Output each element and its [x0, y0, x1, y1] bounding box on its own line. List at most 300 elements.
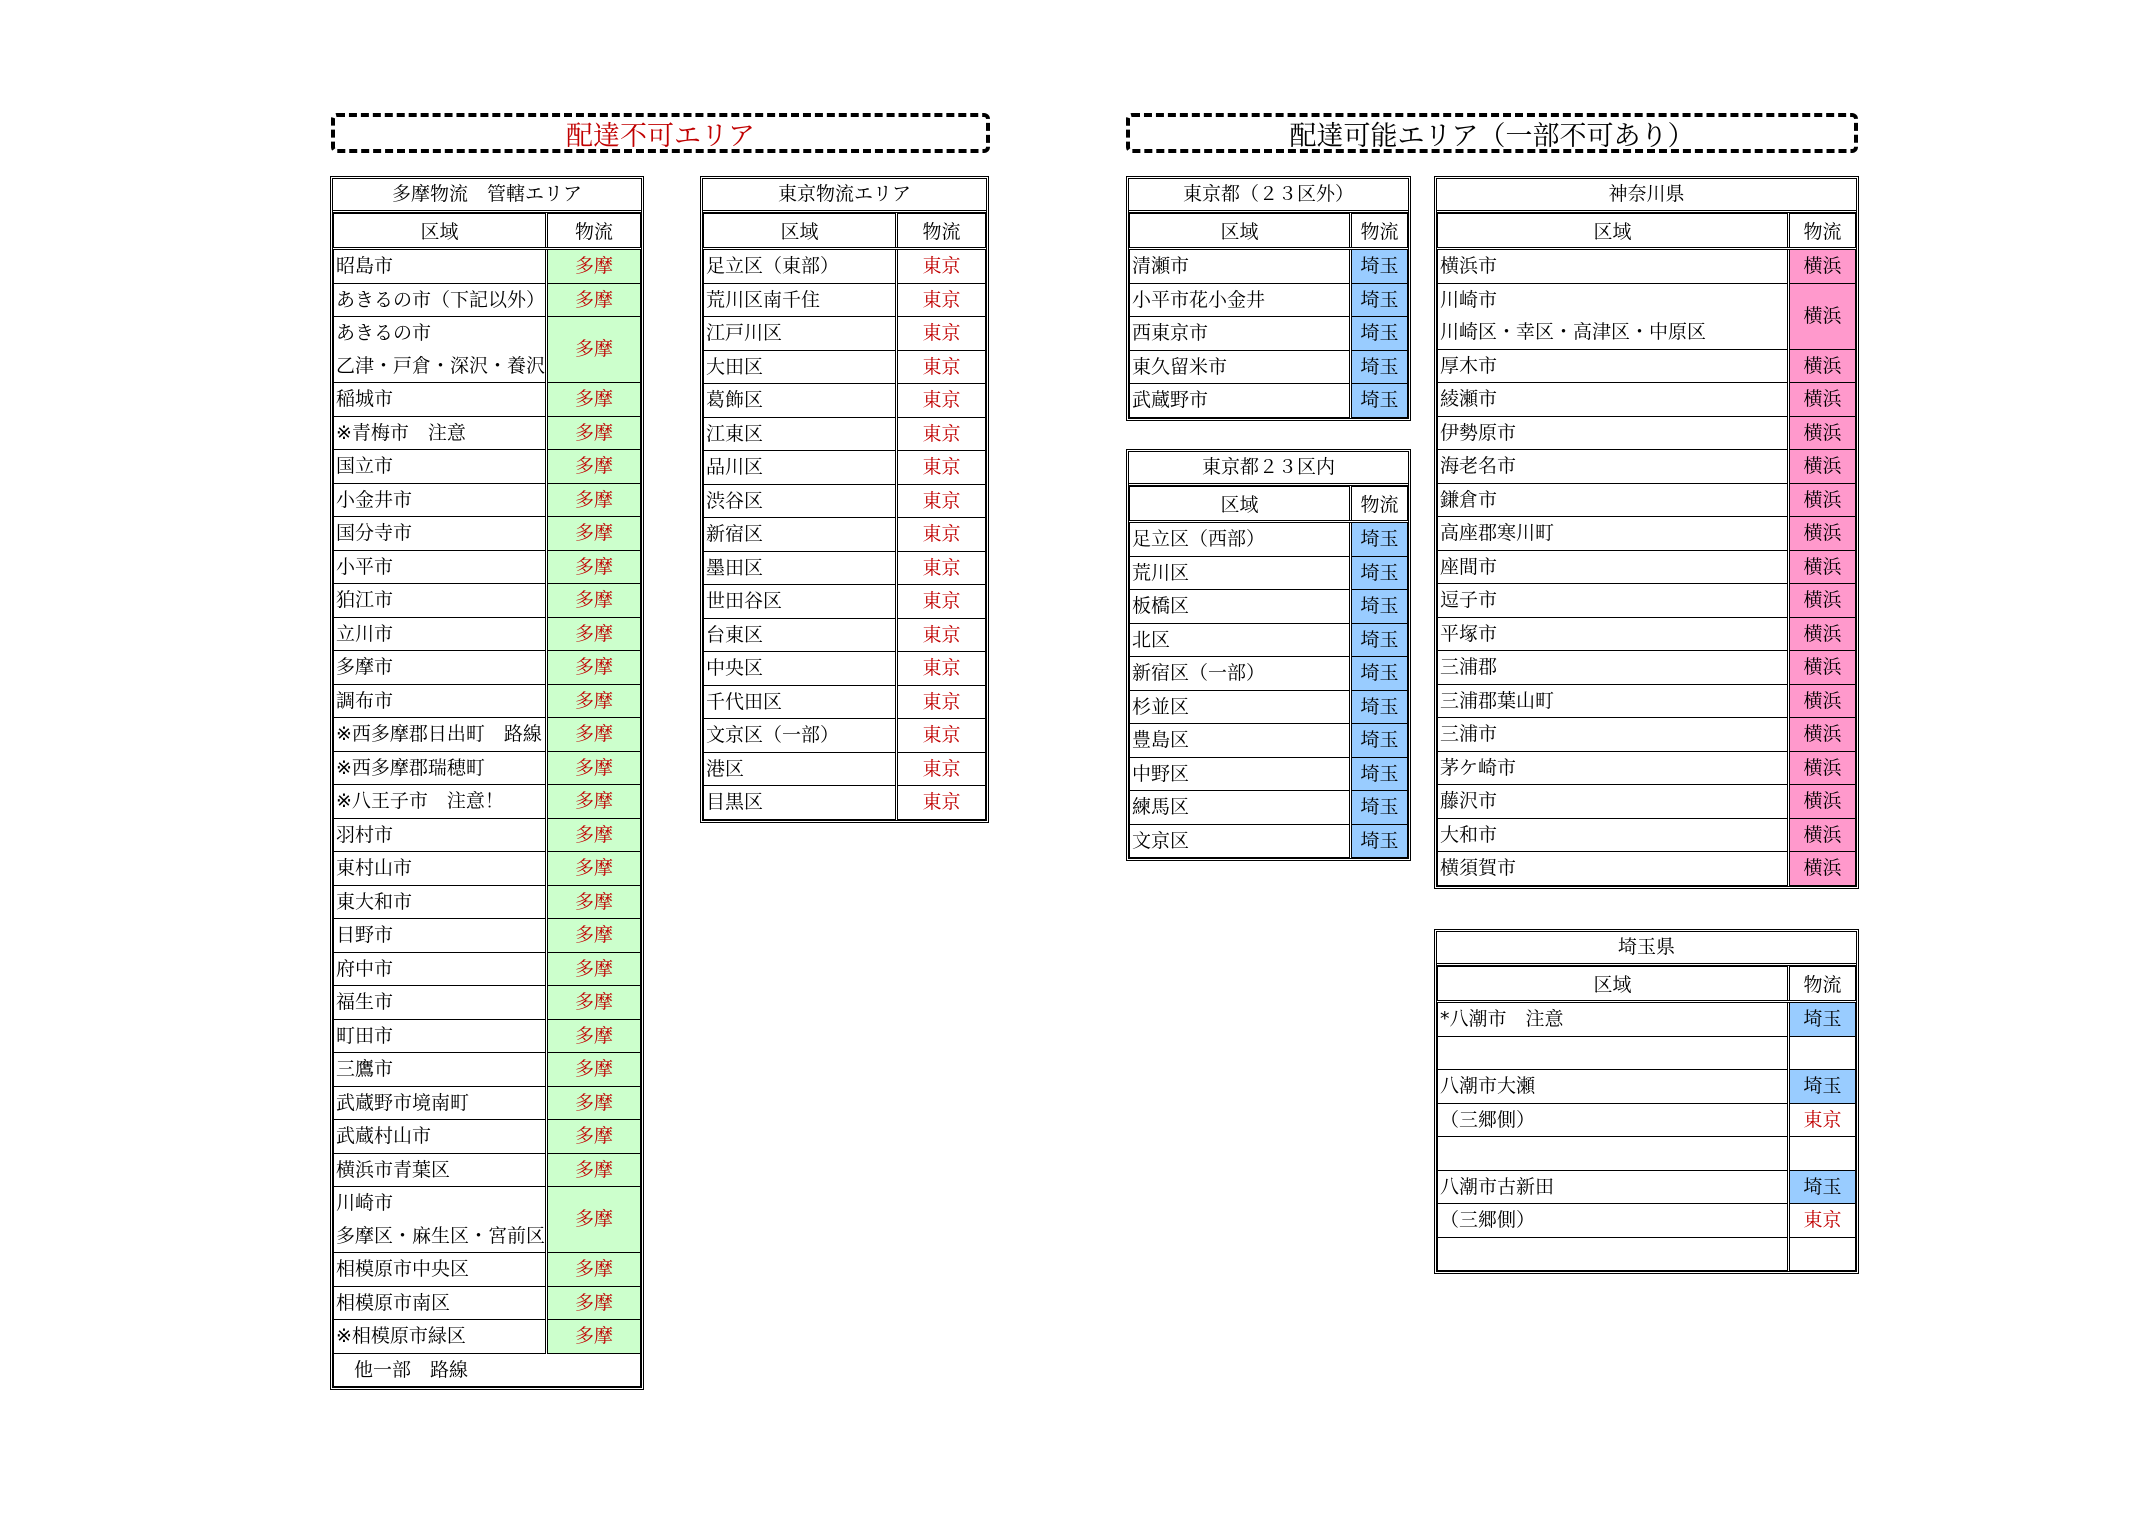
area-cell: 江東区: [704, 417, 897, 451]
logistics-cell: 東京: [897, 451, 986, 485]
logistics-cell: 横浜: [1789, 249, 1856, 284]
area-cell: ※八王子市 注意！: [334, 785, 547, 819]
logistics-cell: 横浜: [1789, 283, 1856, 349]
logistics-cell: [1789, 1137, 1856, 1171]
area-cell: 稲城市: [334, 383, 547, 417]
table-row: [1438, 1204, 1856, 1238]
area-cell: 足立区（西部）: [1130, 522, 1351, 557]
header-row: [334, 214, 641, 249]
area-line-2: 川崎区・幸区・高津区・中原区: [1440, 321, 1707, 343]
logistics-cell: 東京: [897, 652, 986, 686]
area-cell: 大和市: [1438, 818, 1789, 852]
logistics-cell: 多摩: [547, 1153, 641, 1187]
table-tama: [330, 176, 644, 1390]
region-table: [1129, 213, 1408, 418]
logistics-cell: 埼玉: [1351, 556, 1408, 590]
area-cell: 昭島市: [334, 249, 547, 284]
area-cell: ※相模原市緑区: [334, 1320, 547, 1354]
logistics-cell: 横浜: [1789, 751, 1856, 785]
logistics-cell: 横浜: [1789, 651, 1856, 685]
region-table: [1129, 486, 1408, 858]
logistics-cell: 埼玉: [1351, 522, 1408, 557]
logistics-cell: 横浜: [1789, 684, 1856, 718]
area-cell: 小平市: [334, 550, 547, 584]
area-cell: 町田市: [334, 1019, 547, 1053]
table-row: [334, 416, 641, 450]
table-row: [334, 1120, 641, 1154]
table-title: 神奈川県: [1437, 179, 1856, 213]
logistics-cell: 埼玉: [1351, 724, 1408, 758]
table-row: [334, 1086, 641, 1120]
logistics-cell: 東京: [1789, 1204, 1856, 1238]
table-row: [1130, 690, 1408, 724]
header-row: [1130, 214, 1408, 249]
logistics-cell: 多摩: [547, 952, 641, 986]
table-row: [1130, 590, 1408, 624]
area-cell: [334, 1187, 547, 1253]
banner-undeliverable: [331, 113, 990, 153]
table-row: [1438, 1002, 1856, 1037]
logistics-cell: 多摩: [547, 852, 641, 886]
table-row: [1438, 349, 1856, 383]
table-row: [1438, 450, 1856, 484]
area-cell: 横浜市青葉区: [334, 1153, 547, 1187]
table-row: [334, 1019, 641, 1053]
area-cell: 府中市: [334, 952, 547, 986]
logistics-cell: 横浜: [1789, 718, 1856, 752]
table-row: [334, 1286, 641, 1320]
area-cell: 多摩市: [334, 651, 547, 685]
footer-row: [334, 1353, 641, 1387]
area-cell: 小平市花小金井: [1130, 283, 1351, 317]
area-cell: 狛江市: [334, 584, 547, 618]
header-row: [1130, 487, 1408, 522]
logistics-cell: 多摩: [547, 684, 641, 718]
table-row: [1130, 556, 1408, 590]
header-row: [1438, 214, 1856, 249]
area-cell: 武蔵野市境南町: [334, 1086, 547, 1120]
area-cell: 荒川区: [1130, 556, 1351, 590]
table-row: [334, 852, 641, 886]
area-cell: 大田区: [704, 350, 897, 384]
table-row: [1438, 249, 1856, 284]
table-row: [1130, 724, 1408, 758]
table-row: [1438, 785, 1856, 819]
table-title: 東京都２３区内: [1129, 452, 1408, 486]
logistics-cell: 多摩: [547, 919, 641, 953]
table-row: [334, 751, 641, 785]
column-header-area: 区域: [1438, 214, 1789, 249]
area-cell: ※青梅市 注意: [334, 416, 547, 450]
table-tokyo-inside-23: [1126, 449, 1411, 861]
table-row: [1130, 522, 1408, 557]
logistics-cell: 横浜: [1789, 550, 1856, 584]
logistics-cell: 東京: [897, 283, 986, 317]
table-row: [1438, 383, 1856, 417]
area-cell: 墨田区: [704, 551, 897, 585]
column-header-area: 区域: [1438, 967, 1789, 1002]
area-line-2: 乙津・戸倉・深沢・養沢: [336, 354, 546, 377]
area-cell: 練馬区: [1130, 791, 1351, 825]
region-table: [1437, 213, 1856, 886]
area-line-1: 川崎市: [1440, 288, 1498, 311]
table-row: [334, 249, 641, 284]
logistics-cell: 東京: [897, 518, 986, 552]
logistics-cell: 多摩: [547, 517, 641, 551]
logistics-cell: 東京: [897, 384, 986, 418]
table-row: [334, 919, 641, 953]
table-row: [1438, 283, 1856, 349]
logistics-cell: 多摩: [547, 584, 641, 618]
column-header-area: 区域: [704, 214, 897, 249]
table-row: [1438, 1137, 1856, 1171]
area-cell: 横浜市: [1438, 249, 1789, 284]
area-cell: 杉並区: [1130, 690, 1351, 724]
table-row: [1130, 384, 1408, 418]
column-header-logistics: 物流: [547, 214, 641, 249]
column-header-logistics: 物流: [1789, 967, 1856, 1002]
table-row: [334, 1053, 641, 1087]
area-cell: [334, 317, 547, 383]
logistics-cell: 多摩: [547, 1187, 641, 1253]
footer-note: 他一部 路線: [334, 1353, 641, 1387]
table-row: [334, 584, 641, 618]
logistics-cell: 多摩: [547, 249, 641, 284]
table-row: [334, 483, 641, 517]
table-row: [704, 451, 986, 485]
area-cell: 相模原市南区: [334, 1286, 547, 1320]
region-table: [333, 213, 641, 1387]
logistics-cell: 東京: [897, 719, 986, 753]
table-row: [334, 383, 641, 417]
logistics-cell: [1789, 1237, 1856, 1271]
logistics-cell: 埼玉: [1351, 350, 1408, 384]
area-cell: 東村山市: [334, 852, 547, 886]
table-row: [334, 718, 641, 752]
table-row: [704, 249, 986, 284]
area-cell: 平塚市: [1438, 617, 1789, 651]
logistics-cell: 埼玉: [1351, 249, 1408, 284]
table-row: [1438, 684, 1856, 718]
logistics-cell: 東京: [897, 317, 986, 351]
table-row: [334, 785, 641, 819]
area-cell: 文京区（一部）: [704, 719, 897, 753]
table-row: [704, 417, 986, 451]
area-cell: 八潮市古新田: [1438, 1170, 1789, 1204]
table-row: [704, 350, 986, 384]
area-cell: 三浦郡: [1438, 651, 1789, 685]
logistics-cell: 東京: [1789, 1103, 1856, 1137]
logistics-cell: 東京: [897, 551, 986, 585]
logistics-cell: 東京: [897, 249, 986, 284]
logistics-cell: 横浜: [1789, 416, 1856, 450]
logistics-cell: 横浜: [1789, 517, 1856, 551]
table-row: [704, 685, 986, 719]
table-row: [334, 550, 641, 584]
area-cell: 相模原市中央区: [334, 1253, 547, 1287]
logistics-cell: 東京: [897, 685, 986, 719]
table-row: [1438, 751, 1856, 785]
logistics-cell: 多摩: [547, 416, 641, 450]
area-line-1: あきるの市: [336, 322, 432, 344]
logistics-cell: 埼玉: [1351, 590, 1408, 624]
table-row: [704, 384, 986, 418]
area-cell: 武蔵村山市: [334, 1120, 547, 1154]
area-cell: 北区: [1130, 623, 1351, 657]
area-cell: 三鷹市: [334, 1053, 547, 1087]
area-cell: 板橋区: [1130, 590, 1351, 624]
area-cell: [1438, 1137, 1789, 1171]
area-cell: 武蔵野市: [1130, 384, 1351, 418]
table-row: [334, 885, 641, 919]
table-row: [1130, 757, 1408, 791]
table-row: [334, 1187, 641, 1253]
logistics-cell: 多摩: [547, 617, 641, 651]
table-row: [1130, 824, 1408, 858]
area-cell: 逗子市: [1438, 584, 1789, 618]
area-cell: 足立区（東部）: [704, 249, 897, 284]
header-row: [1438, 967, 1856, 1002]
column-header-logistics: 物流: [1351, 487, 1408, 522]
area-cell: 福生市: [334, 986, 547, 1020]
logistics-cell: 埼玉: [1351, 283, 1408, 317]
logistics-cell: 東京: [897, 484, 986, 518]
area-cell: 豊島区: [1130, 724, 1351, 758]
area-cell: 伊勢原市: [1438, 416, 1789, 450]
area-cell: 八潮市大瀬: [1438, 1070, 1789, 1104]
area-cell: [1438, 1036, 1789, 1070]
table-row: [1438, 651, 1856, 685]
region-table: [703, 213, 986, 820]
table-row: [334, 651, 641, 685]
logistics-cell: 多摩: [547, 818, 641, 852]
logistics-cell: 横浜: [1789, 584, 1856, 618]
area-cell: 中央区: [704, 652, 897, 686]
banner-deliverable: [1126, 113, 1858, 153]
table-row: [704, 786, 986, 820]
logistics-cell: 多摩: [547, 751, 641, 785]
table-title: 多摩物流 管轄エリア: [333, 179, 641, 213]
logistics-cell: 横浜: [1789, 818, 1856, 852]
logistics-cell: 埼玉: [1789, 1170, 1856, 1204]
area-line-2: 多摩区・麻生区・宮前区: [336, 1224, 546, 1247]
table-row: [334, 952, 641, 986]
logistics-cell: 埼玉: [1351, 824, 1408, 858]
area-cell: 世田谷区: [704, 585, 897, 619]
area-cell: 高座郡寒川町: [1438, 517, 1789, 551]
logistics-cell: 多摩: [547, 317, 641, 383]
table-row: [334, 818, 641, 852]
table-tokyo-outside-23: [1126, 176, 1411, 421]
table-row: [334, 1320, 641, 1354]
area-cell: ※西多摩郡日出町 路線: [334, 718, 547, 752]
logistics-cell: 多摩: [547, 483, 641, 517]
area-cell: 藤沢市: [1438, 785, 1789, 819]
area-cell: [1438, 1237, 1789, 1271]
area-cell: 中野区: [1130, 757, 1351, 791]
area-cell: あきるの市（下記以外）: [334, 283, 547, 317]
table-saitama: [1434, 929, 1859, 1274]
logistics-cell: 横浜: [1789, 852, 1856, 886]
logistics-cell: 埼玉: [1351, 384, 1408, 418]
logistics-cell: 多摩: [547, 718, 641, 752]
logistics-cell: 東京: [897, 585, 986, 619]
area-cell: 新宿区: [704, 518, 897, 552]
column-header-area: 区域: [1130, 214, 1351, 249]
table-row: [704, 283, 986, 317]
area-cell: 小金井市: [334, 483, 547, 517]
logistics-cell: 埼玉: [1351, 791, 1408, 825]
area-cell: 三浦市: [1438, 718, 1789, 752]
table-row: [1130, 350, 1408, 384]
area-cell: 調布市: [334, 684, 547, 718]
area-cell: 海老名市: [1438, 450, 1789, 484]
table-row: [334, 517, 641, 551]
area-cell: （三郷側）: [1438, 1103, 1789, 1137]
table-row: [334, 684, 641, 718]
area-cell: 羽村市: [334, 818, 547, 852]
area-cell: 目黒区: [704, 786, 897, 820]
table-row: [1438, 718, 1856, 752]
logistics-cell: 東京: [897, 752, 986, 786]
column-header-logistics: 物流: [1789, 214, 1856, 249]
banner-deliverable-text: 配達可能エリア（一部不可あり）: [1289, 120, 1695, 152]
area-cell: *八潮市 注意: [1438, 1002, 1789, 1037]
area-cell: 葛飾区: [704, 384, 897, 418]
logistics-cell: 横浜: [1789, 785, 1856, 819]
logistics-cell: 多摩: [547, 1286, 641, 1320]
table-row: [334, 450, 641, 484]
area-cell: [1438, 283, 1789, 349]
area-cell: 港区: [704, 752, 897, 786]
table-row: [334, 317, 641, 383]
table-row: [334, 617, 641, 651]
table-row: [704, 719, 986, 753]
logistics-cell: 横浜: [1789, 483, 1856, 517]
table-row: [1438, 416, 1856, 450]
area-cell: 江戸川区: [704, 317, 897, 351]
table-row: [1130, 623, 1408, 657]
logistics-cell: 横浜: [1789, 383, 1856, 417]
logistics-cell: [1789, 1036, 1856, 1070]
table-row: [1438, 550, 1856, 584]
area-cell: 新宿区（一部）: [1130, 657, 1351, 691]
table-row: [1438, 617, 1856, 651]
logistics-cell: 東京: [897, 350, 986, 384]
area-cell: 西東京市: [1130, 317, 1351, 351]
logistics-cell: 埼玉: [1351, 657, 1408, 691]
table-row: [1438, 818, 1856, 852]
logistics-cell: 多摩: [547, 383, 641, 417]
area-cell: 立川市: [334, 617, 547, 651]
area-cell: 渋谷区: [704, 484, 897, 518]
banner-undeliverable-text: 配達不可エリア: [566, 120, 755, 152]
logistics-cell: 多摩: [547, 550, 641, 584]
table-title: 東京都（２３区外）: [1129, 179, 1408, 213]
table-row: [704, 317, 986, 351]
logistics-cell: 埼玉: [1351, 317, 1408, 351]
area-cell: 荒川区南千住: [704, 283, 897, 317]
logistics-cell: 多摩: [547, 785, 641, 819]
area-line-1: 川崎市: [336, 1192, 394, 1214]
logistics-cell: 多摩: [547, 1320, 641, 1354]
column-header-logistics: 物流: [897, 214, 986, 249]
table-row: [704, 652, 986, 686]
table-row: [334, 1253, 641, 1287]
table-row: [704, 618, 986, 652]
area-cell: 横須賀市: [1438, 852, 1789, 886]
logistics-cell: 多摩: [547, 283, 641, 317]
area-cell: 品川区: [704, 451, 897, 485]
table-row: [334, 986, 641, 1020]
header-row: [704, 214, 986, 249]
table-row: [1438, 1070, 1856, 1104]
column-header-area: 区域: [1130, 487, 1351, 522]
area-cell: 日野市: [334, 919, 547, 953]
table-row: [1130, 657, 1408, 691]
table-row: [1130, 317, 1408, 351]
logistics-cell: 埼玉: [1351, 757, 1408, 791]
logistics-cell: 多摩: [547, 450, 641, 484]
logistics-cell: 多摩: [547, 1019, 641, 1053]
table-row: [704, 484, 986, 518]
logistics-cell: 多摩: [547, 1086, 641, 1120]
table-row: [1438, 517, 1856, 551]
table-row: [1438, 584, 1856, 618]
area-cell: 三浦郡葉山町: [1438, 684, 1789, 718]
logistics-cell: 横浜: [1789, 617, 1856, 651]
logistics-cell: 多摩: [547, 885, 641, 919]
table-title: 東京物流エリア: [703, 179, 986, 213]
area-cell: 東久留米市: [1130, 350, 1351, 384]
region-table: [1437, 966, 1856, 1271]
table-tokyo-logistics: [700, 176, 989, 823]
logistics-cell: 埼玉: [1351, 623, 1408, 657]
area-cell: 台東区: [704, 618, 897, 652]
table-row: [1438, 852, 1856, 886]
area-cell: ※西多摩郡瑞穂町: [334, 751, 547, 785]
table-row: [1130, 249, 1408, 284]
table-kanagawa: [1434, 176, 1859, 889]
logistics-cell: 東京: [897, 417, 986, 451]
area-cell: 国分寺市: [334, 517, 547, 551]
area-cell: 綾瀬市: [1438, 383, 1789, 417]
table-row: [704, 551, 986, 585]
table-title: 埼玉県: [1437, 932, 1856, 966]
logistics-cell: 横浜: [1789, 450, 1856, 484]
logistics-cell: 埼玉: [1351, 690, 1408, 724]
logistics-cell: 多摩: [547, 986, 641, 1020]
area-cell: 茅ケ崎市: [1438, 751, 1789, 785]
table-row: [1130, 791, 1408, 825]
table-row: [1130, 283, 1408, 317]
logistics-cell: 埼玉: [1789, 1070, 1856, 1104]
table-row: [1438, 1170, 1856, 1204]
logistics-cell: 東京: [897, 618, 986, 652]
area-cell: 座間市: [1438, 550, 1789, 584]
logistics-cell: 横浜: [1789, 349, 1856, 383]
area-cell: 国立市: [334, 450, 547, 484]
table-row: [1438, 1036, 1856, 1070]
table-row: [334, 283, 641, 317]
area-cell: 厚木市: [1438, 349, 1789, 383]
table-row: [1438, 483, 1856, 517]
area-cell: （三郷側）: [1438, 1204, 1789, 1238]
area-cell: 千代田区: [704, 685, 897, 719]
logistics-cell: 多摩: [547, 651, 641, 685]
logistics-cell: 埼玉: [1789, 1002, 1856, 1037]
table-row: [704, 585, 986, 619]
